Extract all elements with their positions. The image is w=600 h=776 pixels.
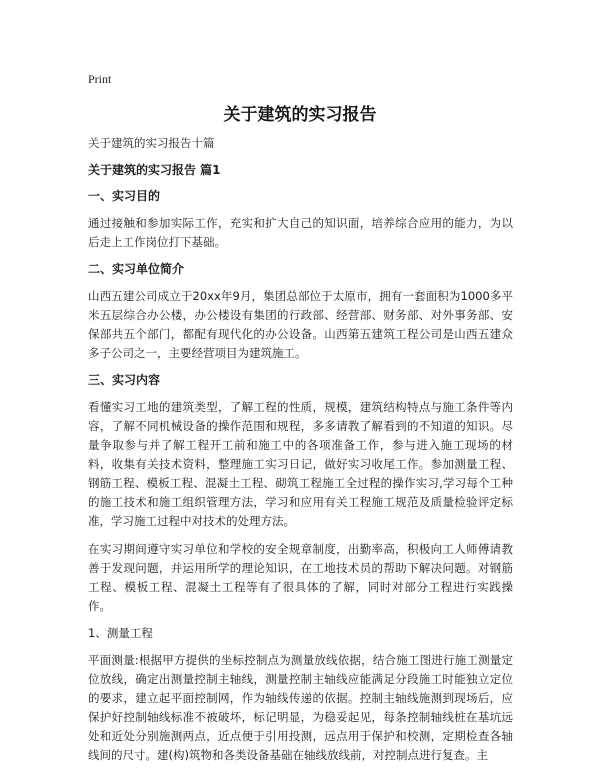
section-heading-company: 二、实习单位简介 [88, 262, 185, 276]
page-title: 关于建筑的实习报告 [223, 105, 377, 125]
article-heading: 关于建筑的实习报告 篇1 [88, 163, 221, 177]
print-label: Print [88, 72, 112, 86]
paragraph-content-1: 看懂实习工地的建筑类型，了解工程的性质，规模，建筑结构特点与施工条件等内容，了解不同机械设备的操作范围和规程，多多请教了解看到的不知道的知识。尽量争取参与并了解工程开工前和施工中的各项准备工作，参与进入施工现场的材料，收集有关技术资料，整理施工实习日记，做好实习收尾工作。参加测量工程、钢筋工程、模板工程、混凝土工程、砌筑工程施工全过程的操作实习,学习每个工种的施工技术和施工组织管理方法，学习和应用有关工程施工规范及质量检验评定标准，学习施工过程中对技术的处理方法。 [88, 400, 513, 528]
paragraph-purpose: 通过接触和参加实际工作，充实和扩大自己的知识面，培养综合应用的能力，为以后走上工作岗位打下基础。 [88, 216, 513, 249]
document-subtitle: 关于建筑的实习报告十篇 [88, 136, 215, 150]
paragraph-content-2: 在实习期间遵守实习单位和学校的安全规章制度，出勤率高，积极向工人师傅请教善于发现问题，并运用所学的理论知识，在工地技术员的帮助下解决问题。对钢筋工程、模板工程、混凝土工程等有了很具体的了解，同时对部分工程进行实践操作。 [88, 542, 513, 613]
section-heading-purpose: 一、实习目的 [88, 189, 161, 203]
subsection-heading-survey: 1、测量工程 [88, 626, 153, 640]
section-heading-content: 三、实习内容 [88, 373, 161, 387]
paragraph-company: 山西五建公司成立于20xx年9月，集团总部位于太原市，拥有一套面积为1000多平米五层综合办公楼，办公楼设有集团的行政部、经营部、财务部、对外事务部、安保部共五个部门，都配有现代化的办公设备。山西第五建筑工程公司是山西五建众多子公司之一，主要经营项目为建筑施工。 [88, 289, 513, 360]
paragraph-survey: 平面测量:根据甲方提供的坐标控制点为测量放线依据，结合施工图进行施工测量定位放线，确定出测量控制主轴线，测量控制主轴线应能满足分段施工时能独立定位的要求，建立起平面控制网，作为轴线传递的依据。控制主轴线施测到现场后，应保护好控制轴线标准不被破坏，标记明显，为稳妥起见，每条控制轴线桩在基坑远处和近处分别施测两点，近点便于引用投测，远点用于保护和校测，定期检查各轴线间的尺寸。建(构)筑物和各类设备基础在轴线放线前，对控制点进行复查。主 [88, 653, 513, 762]
document-body [88, 135, 513, 774]
